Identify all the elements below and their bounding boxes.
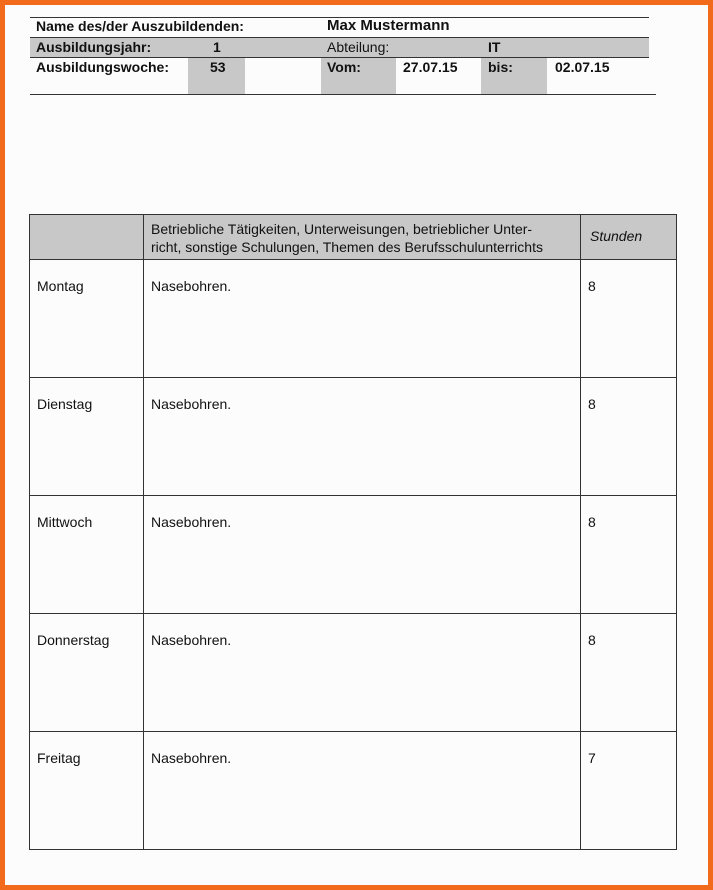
from-label: Vom: — [327, 59, 361, 75]
header-hours-cell — [581, 215, 677, 260]
activity-text[interactable]: Nasebohren. — [151, 750, 232, 766]
hours-value[interactable]: 8 — [588, 396, 596, 412]
name-value: Max Mustermann — [327, 17, 450, 34]
year-label: Ausbildungsjahr: — [36, 39, 152, 55]
day-name: Freitag — [37, 750, 81, 766]
week-label: Ausbildungswoche: — [36, 59, 169, 75]
header-day-cell — [30, 215, 144, 260]
department-label: Abteilung: — [327, 39, 390, 55]
hours-value[interactable]: 8 — [588, 632, 596, 648]
activity-text[interactable]: Nasebohren. — [151, 396, 232, 412]
weekly-report-table — [29, 214, 677, 850]
hours-heading: Stunden — [590, 228, 643, 244]
hours-value[interactable]: 8 — [588, 514, 596, 530]
day-name: Mittwoch — [37, 514, 93, 530]
table-row — [30, 496, 677, 614]
year-value: 1 — [213, 39, 221, 55]
name-label: Name des/der Auszubildenden: — [36, 18, 244, 34]
table-row — [30, 614, 677, 732]
department-value: IT — [488, 39, 501, 55]
week-value: 53 — [210, 59, 226, 75]
hours-value[interactable]: 8 — [588, 278, 596, 294]
table-header-row — [30, 215, 677, 260]
header-activities-cell — [144, 215, 581, 260]
activities-heading-line1: Betriebliche Tätigkeiten, Unterweisungen, betrieblicher Unter- — [151, 221, 533, 237]
day-name: Donnerstag — [37, 632, 110, 648]
to-date: 02.07.15 — [555, 59, 610, 75]
year-row-top-rule — [30, 37, 649, 38]
day-name: Montag — [37, 278, 84, 294]
header-bottom-rule — [30, 94, 656, 95]
hours-value[interactable]: 7 — [588, 750, 596, 766]
table-row — [30, 378, 677, 496]
day-name: Dienstag — [37, 396, 93, 412]
activity-text[interactable]: Nasebohren. — [151, 514, 232, 530]
activity-text[interactable]: Nasebohren. — [151, 632, 232, 648]
table-row — [30, 260, 677, 378]
from-date: 27.07.15 — [403, 59, 458, 75]
table-row — [30, 732, 677, 850]
to-label: bis: — [488, 59, 513, 75]
activity-text[interactable]: Nasebohren. — [151, 278, 232, 294]
activities-heading-line2: richt, sonstige Schulungen, Themen des Berufsschulunterrichts — [151, 239, 543, 255]
report-page — [5, 5, 708, 885]
